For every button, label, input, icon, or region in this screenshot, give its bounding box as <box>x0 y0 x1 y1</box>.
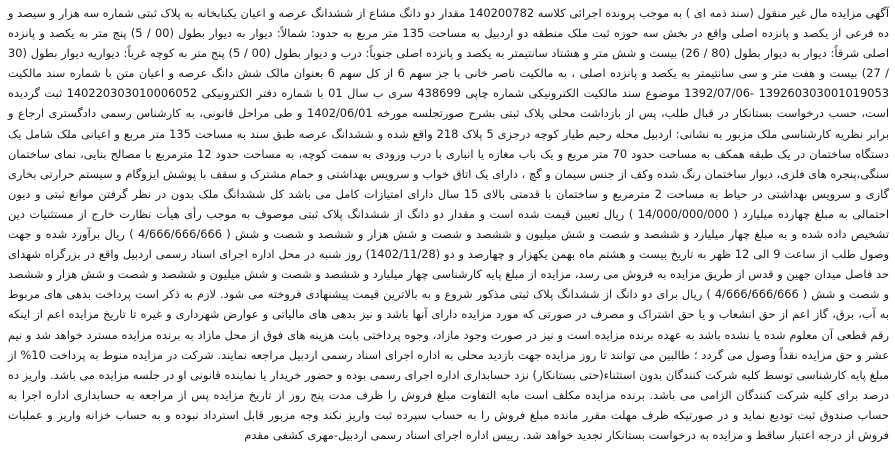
notice-body-text: آگهی مزایده مال غیر منقول (سند ذمه ای ) به موجب پرونده اجرائی کلاسه 140200782 مقدار دو دانگ مشاع از ششدانگ عرصه و اعیان یکبابخانه به پلاک ثبتی شماره سه هزار و سیصد و ده فرعی از یکصد و پانزده اصلی واقع در بخش سه حوزه ثبت ملک منطقه دو اردبیل به مساحت 135 متر مربع به حدود: شمالاً: دیوار به دیوار بطول (00 / 5) پنج متر به یکصد و پانزده اصلی شرقاً: دیوار به دیوار بطول (80 / 26) بیست و شش متر و هشتاد سانتیمتر به یکصد و پانزده اصلی جنوباً: درب و دیوار بطول (00 / 5) پنج متر به کوچه غرباً: دیواریه دیوار بطول (30 / 27) بیست و هفت متر و سی سانتیمتر به یکصد و پانزده اصلی ، به مالکیت ناصر خانی با جز سهم 6 از کل سهم 6 بعنوان مالک شش دانگ عرصه و اعیان متن با شماره سند مالکیت 139260303001019053 -1392/07/06 موضوع سند مالکیت الکترونیکی شماره چاپی 438699 سری ب سال 01 با شماره دفتر الکترونیکی 140220303010006052 ثبت گردیده است، حسب درخواست بستانکار در قبال طلب، پس از بازداشت محلی پلاک ثبتی بشرح صورتجلسه مورخه 1402/06/01 و طی مراحل قانونی، به کارشناس رسمی دادگستری ارجاع و برابر نظریه کارشناسی ملک مزبور به نشانی: اردبیل محله رحیم طیار کوچه درجزی 5 پلاک 218 واقع شده و ششدانگ عرصه طبق سند به مساحت 135 متر مربع و اعیانی ملک شامل یک دستگاه ساختمان در یک طبقه همکف به مساحت حدود 70 متر مربع و یک باب مغازه یا انباری با درب ورودی به سمت کوچه، به مساحت حدود 12 مترمربع با مصالح بنایی، نمای ساختمان سنگی،پنجره های فلزی، دیوار ساختمان رنگ شده وکف از جنس سیمان و گچ ، دارای یک اتاق خواب و سرویس بهداشتی و حمام مشترک و سقف با پوشش ایزوگام و سیستم حرارتی بخاری گازی و سرویس بهداشتی در حیاط به مساحت 2 مترمربع و ساختمان با قدمتی بالای 15 سال دارای امتیازات کامل می باشد کل ششدانگ ملک بدون در نظر گرفتن موانع ثبتی و دیون احتمالی به مبلغ چهارده میلیارد ( 14/000/000/000 ) ریال تعیین قیمت شده است و مقدار دو دانگ از ششدانگ پلاک ثبتی موصوف به موجب رأی هیأت نظارت خارج از مستثنیات دین تشخیص داده شده و به مبلغ چهار میلیارد و ششصد و شصت و شش میلیون و ششصد و شصت و شش هزار و ششصد و شصت و شش ( 4/666/666/666 ) ریال برآورد شده و جهت وصول طلب از ساعت 9 الی 12 ظهر به تاریخ بیست و هشتم ماه بهمن یکهزار و چهارصد و دو (1402/11/28) روز شنبه در محل اداره اجرای اسناد رسمی اردبیل واقع در بزرگراه شهدای حد فاصل میدان جهین و قدس از طریق مزایده به فروش می رسد، مزایده از مبلغ پایه کارشناسی چهار میلیارد و ششصد و شصت و شش میلیون و ششصد و شصت و شش هزار و ششصد و شصت و شش ( 4/666/666/666 ) ریال برای دو دانگ از ششدانگ پلاک ثبتی مذکور شروع و به بالاترین قیمت پیشنهادی فروخته می شود. لازم به ذکر است پرداخت بدهی های مربوط به آب، برق، گاز اعم از حق انشعاب و یا حق اشتراک و مصرف در صورتی که مورد مزایده دارای آنها باشد و نیز بدهی های مالیاتی و عوارض شهرداری و غیره تا تاریخ مزایده اعم از اینکه رقم قطعی آن معلوم شده یا نشده باشد به عهده برنده مزایده است و نیز در صورت وجود مازاد، وجوه پرداختی بابت هزینه های فوق از محل مازاد به برنده مزایده مسترد خواهد شد و نیم عشر و حق مزایده نقداً وصول می گردد ؛ طالبین می توانند تا روز مزایده جهت بازدید محلی به اداره اجرای اسناد رسمی اردبیل مراجعه نمایند. شرکت در مزایده منوط به پرداخت 10% از مبلغ پایه کارشناسی توسط کلیه شرکت کنندگان بدون استثناء(حتی بستانکار) نزد حسابداری اداره اجرای رسمی بوده و حضور خریدار یا نماینده قانونی او در جلسه مزایده می باشد. واریز ده درصد برای کلیه شرکت کنندگان الزامی می باشد. برنده مزایده مکلف است مابه التفاوت مبلغ فروش را ظرف مدت پنج روز از تاریخ مزایده پس از مراجعه به حسابداری اداره اجرا به حساب صندوق ثبت تودیع نماید و در صورتیکه ظرف مهلت مقرر مانده مبلغ فروش را به حساب سپرده ثبت واریز نکند وجه مزبور قابل استرداد نبوده و به حساب خزانه واریز و عملیات فروش از درجه اعتبار ساقط و مزایده به درخواست بستانکار تجدید خواهد شد. رییس اداره اجرای اسناد رسمی اردبیل-مهری کشفی مقدم <box>8 6 890 442</box>
